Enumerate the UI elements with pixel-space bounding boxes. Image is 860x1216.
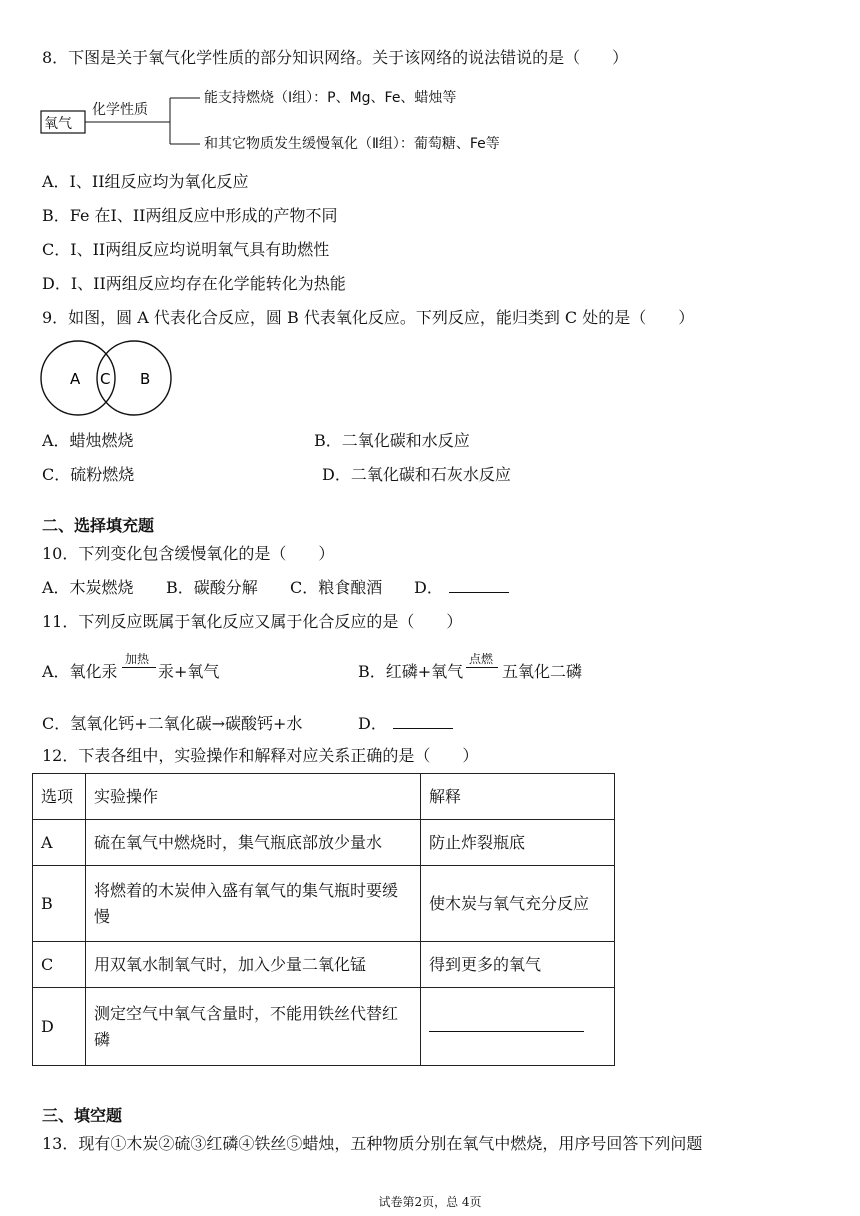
q11-b-condition: 点燃 <box>469 652 494 666</box>
table-cell: 测定空气中氧气含量时，不能用铁丝代替红磷 <box>86 988 421 1066</box>
answer-blank[interactable] <box>429 1017 584 1032</box>
section-2-heading: 二、选择填充题 <box>42 516 155 535</box>
q11-option-a-left: A．氧化汞 <box>42 662 118 681</box>
venn-label-a: A <box>70 370 81 388</box>
q8-option-d: D．I、II两组反应均存在化学能转化为热能 <box>42 274 346 293</box>
q9-option-b: B．二氧化碳和水反应 <box>314 431 470 450</box>
q9-stem: 9．如图，圆 A 代表化合反应，圆 B 代表氧化反应。下列反应，能归类到 C 处的是（ ） <box>42 308 695 327</box>
table-cell: 用双氧水制氧气时，加入少量二氧化锰 <box>86 942 421 988</box>
table-row <box>33 866 615 942</box>
q12-table <box>32 773 615 1066</box>
table-cell: 得到更多的氧气 <box>421 942 615 988</box>
q8-option-c: C．I、II两组反应均说明氧气具有助燃性 <box>42 240 330 259</box>
table-cell: A <box>33 820 86 866</box>
table-cell: 防止炸裂瓶底 <box>421 820 615 866</box>
table-cell: 使木炭与氧气充分反应 <box>421 866 615 942</box>
table-row <box>33 820 615 866</box>
diagram-bottom-branch: 和其它物质发生缓慢氧化（Ⅱ组）：葡萄糖、Fe等 <box>204 136 500 152</box>
table-cell: C <box>33 942 86 988</box>
page-footer: 试卷第2页，总 4页 <box>378 1195 482 1209</box>
q11-option-c: C．氢氧化钙+二氧化碳→碳酸钙+水 <box>42 714 303 733</box>
q10-option-c: C．粮食酿酒 <box>290 578 383 597</box>
q13-stem: 13．现有①木炭②硫③红磷④铁丝⑤蜡烛，五种物质分别在氧气中燃烧，用序号回答下列问题 <box>42 1134 703 1153</box>
diagram-mid-label: 化学性质 <box>92 102 148 118</box>
venn-label-b: B <box>140 370 151 388</box>
q10-option-d: D． <box>414 578 509 598</box>
table-header-cell: 选项 <box>33 774 86 820</box>
table-cell: D <box>33 988 86 1066</box>
q11-option-a-right: 汞+氧气 <box>158 662 220 681</box>
q8-option-a: A．I、II组反应均为氧化反应 <box>42 172 249 191</box>
q11-b-reaction-line <box>466 667 498 668</box>
q11-option-b-left: B．红磷+氧气 <box>358 662 464 681</box>
q10-stem: 10．下列变化包含缓慢氧化的是（ ） <box>42 544 335 563</box>
table-header-row <box>33 774 615 820</box>
table-cell: B <box>33 866 86 942</box>
table-header-cell: 实验操作 <box>86 774 421 820</box>
section-3-heading: 三、填空题 <box>42 1106 123 1125</box>
q10-option-b: B．碳酸分解 <box>166 578 258 597</box>
q9-venn-diagram <box>40 336 180 420</box>
diagram-root-label: 氧气 <box>44 116 72 132</box>
q11-stem: 11．下列反应既属于氧化反应又属于化合反应的是（ ） <box>42 612 463 631</box>
q8-stem: 8．下图是关于氧气化学性质的部分知识网络。关于该网络的说法错说的是（ ） <box>42 48 629 67</box>
q9-option-a: A．蜡烛燃烧 <box>42 431 134 450</box>
table-row <box>33 988 615 1066</box>
venn-label-c: C <box>100 370 111 388</box>
table-header-cell: 解释 <box>421 774 615 820</box>
q9-option-c: C．硫粉燃烧 <box>42 465 135 484</box>
table-row <box>33 942 615 988</box>
q11-option-b-right: 五氧化二磷 <box>502 662 583 681</box>
answer-blank[interactable] <box>393 714 453 729</box>
q11-a-condition: 加热 <box>125 652 150 666</box>
diagram-top-branch: 能支持燃烧（I组）：P、Mg、Fe、蜡烛等 <box>204 90 457 106</box>
table-cell: 硫在氧气中燃烧时，集气瓶底部放少量水 <box>86 820 421 866</box>
table-cell: 将燃着的木炭伸入盛有氧气的集气瓶时要缓慢 <box>86 866 421 942</box>
q9-option-d: D．二氧化碳和石灰水反应 <box>322 465 511 484</box>
q10-option-a: A．木炭燃烧 <box>42 578 134 597</box>
answer-blank[interactable] <box>449 578 509 593</box>
table-cell-answer <box>421 988 615 1066</box>
q11-option-d: D． <box>358 714 453 734</box>
q12-stem: 12．下表各组中，实验操作和解释对应关系正确的是（ ） <box>42 746 479 765</box>
q8-option-b: B．Fe 在I、II两组反应中形成的产物不同 <box>42 206 338 225</box>
q11-a-reaction-line <box>122 667 156 668</box>
